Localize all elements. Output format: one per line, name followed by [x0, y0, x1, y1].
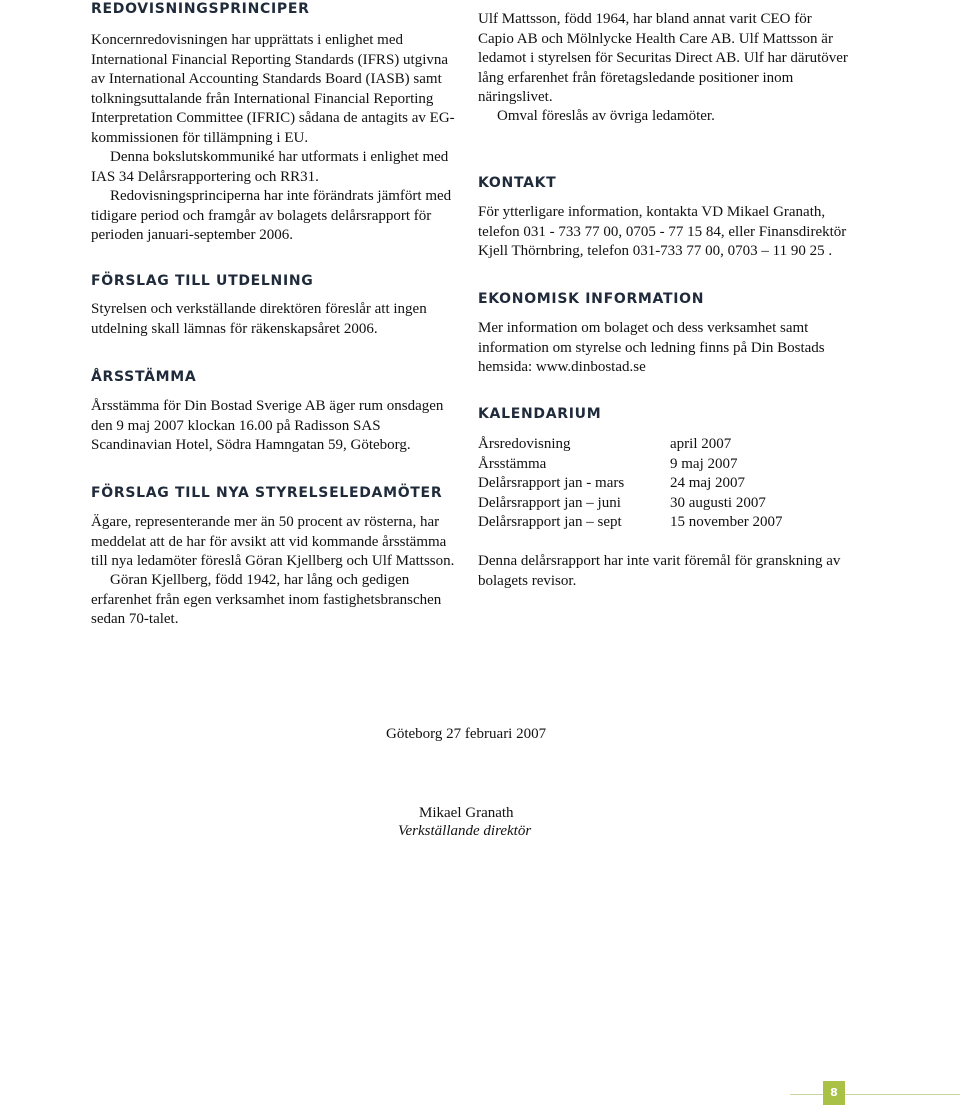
calendar-event-date: 15 november 2007 [670, 514, 783, 530]
signatory-title: Verkställande direktör [398, 823, 532, 839]
calendar-table [478, 435, 782, 533]
styrelse-paragraph-1: Ägare, representerande mer än 50 procent av rösterna, har meddelat att de har för avsikt att vid kommande årsstämma till nya ledamöter föreslå Göran Kjellberg och Ulf Mattsson. [91, 514, 455, 569]
kontakt-paragraph: För ytterligare information, kontakta VD Mikael Granath, telefon 031 - 733 77 00, 0705 - 77 15 84, eller Finansdirektör Kjell Thörnbring, telefon 031-733 77 00, 0703 – 11 90 25 . [478, 204, 847, 259]
calendar-event-label: Årsstämma [478, 455, 547, 472]
section-heading-utdelning: FÖRSLAG TILL UTDELNING [91, 273, 314, 289]
calendar-row [478, 494, 782, 514]
redovisning-paragraph-1: Koncernredovisningen har upprättats i enlighet med International Financial Reporting Standards (IFRS) utgivna av International Accounting Standards Board (IASB) samt tolkningsuttalande från International Financial Reporting Interpretation Committee (IFRIC) sådana de antagits av EG-kommissionen för tillämpning i EU. [91, 32, 455, 146]
calendar-row [478, 513, 782, 533]
section-heading-kontakt: KONTAKT [478, 175, 557, 191]
kalendarium-note: Denna delårsrapport har inte varit föremål för granskning av bolagets revisor. [478, 553, 841, 589]
calendar-event-date: 24 maj 2007 [670, 475, 745, 491]
footer-rule [790, 1094, 960, 1095]
calendar-row [478, 435, 782, 455]
calendar-event-label: Delårsrapport jan - mars [478, 475, 625, 491]
calendar-event-label: Delårsrapport jan – sept [478, 514, 622, 530]
omval-paragraph: Omval föreslås av övriga ledamöter. [497, 108, 715, 124]
calendar-event-date: 9 maj 2007 [670, 455, 738, 472]
ekonomisk-paragraph: Mer information om bolaget och dess verksamhet samt information om styrelse och ledning finns på Din Bostads hemsida: www.dinbostad.se [478, 320, 825, 375]
ulf-mattsson-paragraph: Ulf Mattsson, född 1964, har bland annat varit CEO för Capio AB och Mölnlycke Health Care AB. Ulf Mattsson är ledamot i styrelsen för Securitas Direct AB. Ulf har därutöver lång erfarenhet från företagsledande positioner inom näringslivet. [478, 11, 848, 105]
styrelse-paragraph-2: Göran Kjellberg, född 1942, har lång och gedigen erfarenhet från egen verksamhet inom fastighetsbranschen sedan 70-talet. [91, 572, 442, 627]
redovisning-paragraph-3: Redovisningsprinciperna har inte förändrats jämfört med tidigare period och framgår av bolagets delårsrapport för perioden januari-september 2006. [91, 188, 452, 243]
calendar-event-label: Delårsrapport jan – juni [478, 494, 621, 511]
section-heading-ekonomisk-information: EKONOMISK INFORMATION [478, 291, 705, 307]
redovisning-paragraph-2: Denna bokslutskommuniké har utformats i enlighet med IAS 34 Delårsrapportering och RR31. [91, 149, 449, 185]
section-heading-redovisningsprinciper: REDOVISNINGSPRINCIPER [91, 1, 310, 17]
section-heading-arsstamma: ÅRSSTÄMMA [91, 369, 197, 385]
calendar-event-date: 30 augusti 2007 [670, 494, 766, 511]
place-and-date: Göteborg 27 februari 2007 [386, 726, 547, 742]
calendar-row [478, 474, 782, 494]
calendar-row [478, 455, 782, 475]
section-heading-kalendarium: KALENDARIUM [478, 406, 602, 422]
section-heading-styrelseledamoter: FÖRSLAG TILL NYA STYRELSELEDAMÖTER [91, 485, 443, 501]
arsstamma-paragraph: Årsstämma för Din Bostad Sverige AB äger rum onsdagen den 9 maj 2007 klockan 16.00 på Radisson SAS Scandinavian Hotel, Södra Hamngatan 59, Göteborg. [91, 398, 444, 453]
calendar-event-date: april 2007 [670, 436, 732, 452]
page-number-badge: 8 [823, 1081, 845, 1105]
utdelning-paragraph: Styrelsen och verkställande direktören föreslår att ingen utdelning skall lämnas för räkenskapsåret 2006. [91, 301, 427, 337]
calendar-event-label: Årsredovisning [478, 436, 571, 452]
signatory-name: Mikael Granath [419, 805, 514, 821]
